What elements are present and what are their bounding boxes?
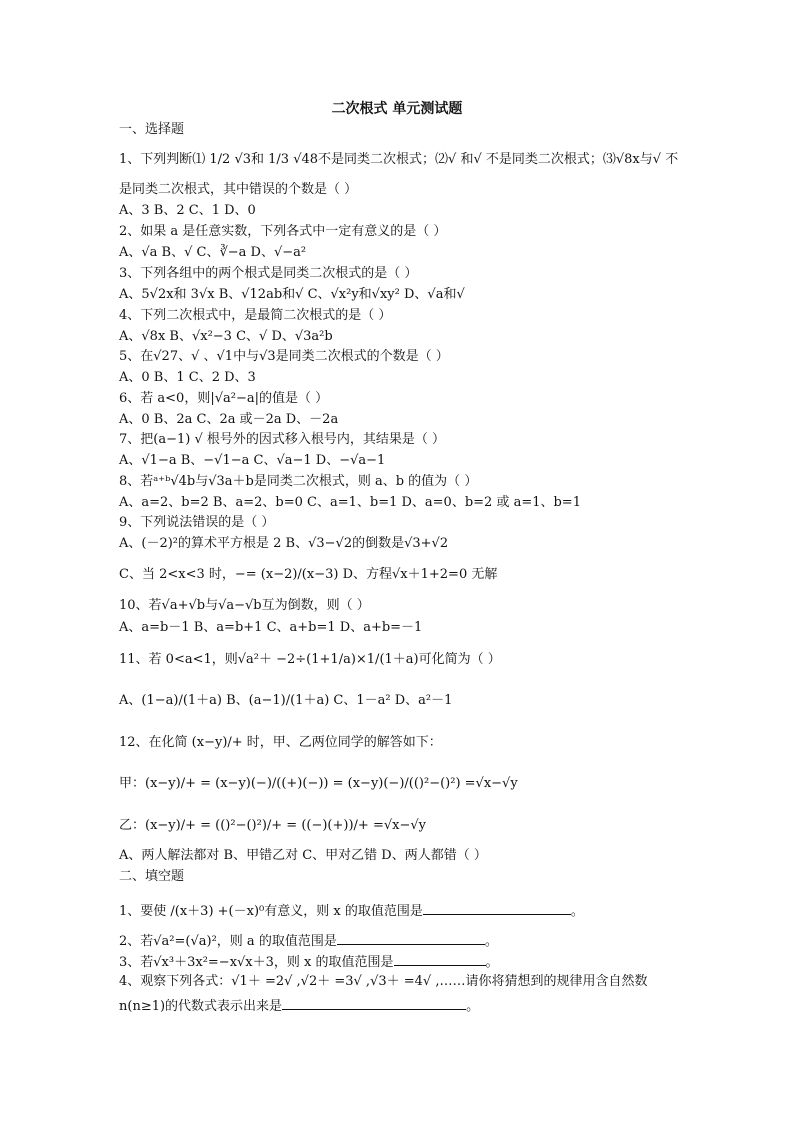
question-12-options: A、两人解法都对 B、甲错乙对 C、甲对乙错 D、两人都错（ ）: [119, 848, 487, 863]
fill-1-end: 。: [570, 904, 584, 919]
question-9-options-cd: C、当 2<x<3 时，−= (x−2)/(x−3) D、方程√x＋1+2=0 无解: [119, 567, 498, 582]
fill-3-end: 。: [485, 955, 499, 970]
question-5-options: A、0 B、1 C、2 D、3: [119, 370, 256, 385]
question-10: 10、若√a+√b与√a−√b互为倒数，则（ ）: [119, 598, 370, 613]
section-heading-choice: 一、选择题: [119, 122, 185, 137]
question-9-options-ab: A、(－2)²的算术平方根是 2 B、√3−√2的倒数是√3+√2: [119, 536, 449, 551]
question-10-options: A、a=b－1 B、a=b+1 C、a+b=1 D、a+b=－1: [119, 620, 423, 635]
question-1: 1、下列判断⑴ 1/2 √3和 1/3 √48不是同类二次根式；⑵√ 和√ 不是同类二次根式；⑶√8x与√ 不: [119, 152, 679, 167]
fill-4: 4、观察下列各式：√1＋ =2√ ,√2＋ =3√ ,√3＋ =4√ ,……请你将猜想到的规律用含自然数: [119, 974, 648, 989]
answer-blank-4[interactable]: [282, 997, 466, 1010]
question-11: 11、若 0<a<1，则√a²＋ −2÷(1+1/a)×1/(1＋a)可化简为（ ）: [119, 652, 501, 667]
question-2-options: A、√a B、√ C、∛−a D、√−a²: [119, 245, 307, 260]
answer-blank-1[interactable]: [423, 902, 571, 915]
section-heading-fill: 二、填空题: [119, 869, 185, 884]
question-4: 4、下列二次根式中，是最简二次根式的是（ ）: [119, 308, 392, 323]
fill-3-text: 3、若√x³＋3x²=−x√x＋3，则 x 的取值范围是: [119, 955, 394, 970]
question-4-options: A、√8x B、√x²−3 C、√ D、√3a²b: [119, 329, 333, 344]
question-2: 2、如果 a 是任意实数，下列各式中一定有意义的是（ ）: [119, 224, 447, 239]
answer-blank-2[interactable]: [337, 932, 485, 945]
question-5: 5、在√27、√ 、√1中与√3是同类二次根式的个数是（ ）: [119, 349, 449, 364]
question-6-options: A、0 B、2a C、2a 或－2a D、－2a: [119, 412, 339, 427]
question-8: 8、若ᵃ⁺ᵇ√4b与√3a＋b是同类二次根式，则 a、b 的值为（ ）: [119, 474, 478, 489]
fill-4-cont: [119, 997, 479, 1015]
fill-3: [119, 953, 499, 971]
fill-2: [119, 932, 498, 950]
answer-blank-3[interactable]: [394, 953, 486, 966]
fill-2-end: 。: [484, 934, 498, 949]
question-7-options: A、√1−a B、−√1−a C、√a−1 D、−√a−1: [119, 453, 386, 468]
fill-4-text: n(n≥1)的代数式表示出来是: [119, 999, 283, 1014]
question-11-options: A、(1−a)/(1＋a) B、(a−1)/(1＋a) C、1－a² D、a²－1: [119, 693, 453, 708]
question-7: 7、把(a−1) √ 根号外的因式移入根号内，其结果是（ ）: [119, 432, 446, 447]
fill-4-end: 。: [466, 999, 480, 1014]
question-12-jia: 甲：(x−y)/+ = (x−y)(−)/((+)(−)) = (x−y)(−)/(()²−()²) =√x−√y: [119, 776, 518, 791]
question-8-options: A、a=2、b=2 B、a=2、b=0 C、a=1、b=1 D、a=0、b=2 或 a=1、b=1: [119, 495, 581, 510]
fill-2-text: 2、若√a²=(√a)²，则 a 的取值范围是: [119, 934, 337, 949]
question-6: 6、若 a<0，则|√a²−a|的值是（ ）: [119, 391, 329, 406]
question-3-options: A、5√2x和 3√x B、√12ab和√ C、√x²y和√xy² D、√a和√: [119, 287, 465, 302]
fill-1: [119, 902, 584, 920]
question-12: 12、在化简 (x−y)/+ 时，甲、乙两位同学的解答如下：: [119, 735, 442, 750]
page-title: 二次根式 单元测试题: [331, 101, 463, 117]
question-9: 9、下列说法错误的是（ ）: [119, 515, 275, 530]
question-1-options: A、3 B、2 C、1 D、0: [119, 203, 256, 218]
question-1-cont: 是同类二次根式，其中错误的个数是（ ）: [119, 182, 358, 197]
question-3: 3、下列各组中的两个根式是同类二次根式的是（ ）: [119, 266, 418, 281]
question-12-yi: 乙：(x−y)/+ = (()²−()²)/+ = ((−)(+))/+ =√x−√y: [119, 818, 426, 833]
fill-1-text: 1、要使 /(x＋3) +(－x)⁰有意义，则 x 的取值范围是: [119, 904, 423, 919]
